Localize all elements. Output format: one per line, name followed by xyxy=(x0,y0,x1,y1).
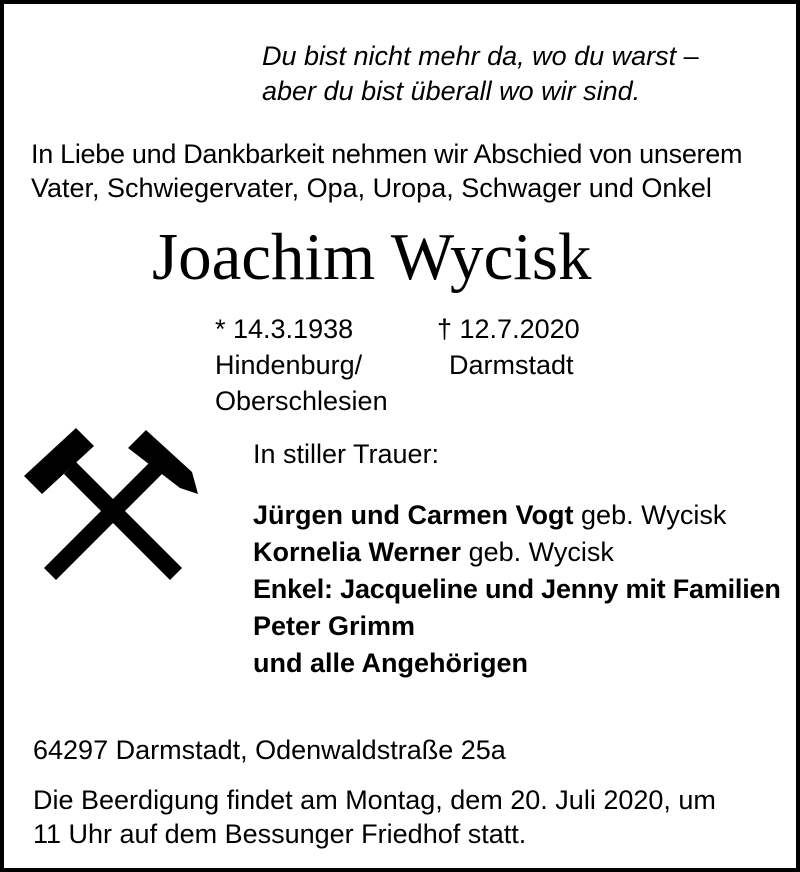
mourners-heading: In stiller Trauer: xyxy=(253,439,440,469)
quote-line-2: aber du bist überall wo wir sind. xyxy=(262,76,641,106)
mourner-name: Jürgen und Carmen Vogt xyxy=(253,500,574,530)
mourner-entry xyxy=(253,539,614,566)
mourner-entry xyxy=(253,502,726,529)
death-date: † 12.7.2020 xyxy=(437,314,580,344)
crossed-hammers-icon xyxy=(20,422,206,582)
address: 64297 Darmstadt, Odenwaldstraße 25a xyxy=(33,735,506,765)
mourner-entry xyxy=(253,576,781,603)
hammer-shaft-right xyxy=(44,462,162,580)
funeral-line-1: Die Beerdigung findet am Montag, dem 20. Juli 2020, um xyxy=(33,785,716,815)
birth-place-line-2: Oberschlesien xyxy=(215,386,388,416)
intro-line-2: Vater, Schwiegervater, Opa, Uropa, Schwager und Onkel xyxy=(31,173,712,203)
funeral-line-2: 11 Uhr auf dem Bessunger Friedhof statt. xyxy=(33,819,527,849)
mourner-entry xyxy=(253,650,528,677)
hammer-shaft-left xyxy=(64,462,182,580)
mourner-name: Peter Grimm xyxy=(253,611,416,641)
intro-line-1: In Liebe und Dankbarkeit nehmen wir Abschied von unserem xyxy=(31,139,743,169)
birth-place-line-1: Hindenburg/ xyxy=(215,350,363,380)
mourner-name: Kornelia Werner xyxy=(253,537,462,567)
deceased-name: Joachim Wycisk xyxy=(152,220,592,294)
death-place: Darmstadt xyxy=(449,350,574,380)
mourner-name: Enkel: Jacqueline und Jenny mit Familien xyxy=(253,574,781,604)
quote-line-1: Du bist nicht mehr da, wo du warst – xyxy=(262,41,699,71)
mourner-suffix: geb. Wycisk xyxy=(573,500,727,530)
mourner-suffix: geb. Wycisk xyxy=(461,537,614,567)
mourner-entry xyxy=(253,613,415,640)
birth-date: * 14.3.1938 xyxy=(215,314,354,344)
mourner-name: und alle Angehörigen xyxy=(253,648,529,678)
